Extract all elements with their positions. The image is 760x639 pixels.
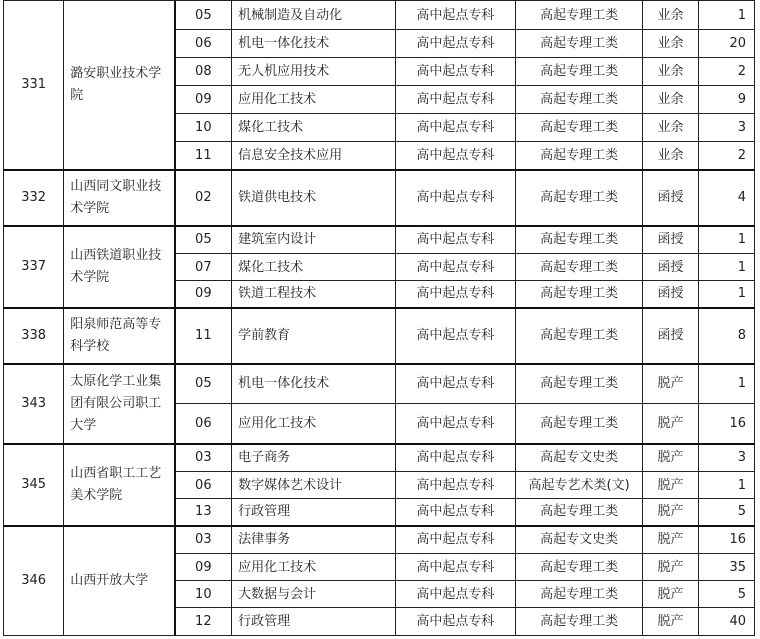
study-form-cell: 函授	[643, 226, 699, 254]
table-row	[4, 308, 755, 364]
level-cell: 高中起点专科	[395, 581, 516, 608]
study-form-cell: 脱产	[643, 472, 699, 499]
category-cell: 高起专理工类	[516, 404, 643, 444]
study-form-cell: 脱产	[643, 554, 699, 581]
count-cell: 2	[699, 58, 755, 86]
major-code-cell: 06	[175, 404, 232, 444]
study-form-cell: 函授	[643, 281, 699, 308]
major-name-cell: 大数据与会计	[232, 581, 396, 608]
count-cell: 16	[699, 404, 755, 444]
major-name-cell: 无人机应用技术	[232, 58, 396, 86]
table-body	[4, 1, 755, 636]
study-form-cell: 脱产	[643, 608, 699, 636]
school-code-cell: 345	[4, 444, 64, 526]
level-cell: 高中起点专科	[395, 472, 516, 499]
school-name-cell: 山西铁道职业技术学院	[64, 226, 175, 308]
table-row	[4, 1, 755, 30]
count-cell: 8	[699, 308, 755, 364]
count-cell: 20	[699, 30, 755, 58]
major-name-cell: 应用化工技术	[232, 554, 396, 581]
major-name-cell: 建筑室内设计	[232, 226, 396, 254]
category-cell: 高起专理工类	[516, 608, 643, 636]
major-name-cell: 行政管理	[232, 499, 396, 526]
category-cell: 高起专理工类	[516, 142, 643, 170]
major-code-cell: 10	[175, 581, 232, 608]
study-form-cell: 业余	[643, 58, 699, 86]
level-cell: 高中起点专科	[395, 114, 516, 142]
major-name-cell: 铁道工程技术	[232, 281, 396, 308]
study-form-cell: 业余	[643, 1, 699, 30]
category-cell: 高起专理工类	[516, 1, 643, 30]
category-cell: 高起专理工类	[516, 281, 643, 308]
major-name-cell: 机电一体化技术	[232, 364, 396, 404]
study-form-cell: 脱产	[643, 526, 699, 554]
school-name-cell: 山西同文职业技术学院	[64, 170, 175, 226]
study-form-cell: 脱产	[643, 364, 699, 404]
major-code-cell: 02	[175, 170, 232, 226]
count-cell: 2	[699, 142, 755, 170]
major-code-cell: 05	[175, 1, 232, 30]
level-cell: 高中起点专科	[395, 444, 516, 472]
major-code-cell: 03	[175, 526, 232, 554]
school-code-cell: 346	[4, 526, 64, 636]
major-name-cell: 信息安全技术应用	[232, 142, 396, 170]
major-code-cell: 03	[175, 444, 232, 472]
major-code-cell: 10	[175, 114, 232, 142]
category-cell: 高起专理工类	[516, 58, 643, 86]
major-name-cell: 煤化工技术	[232, 254, 396, 281]
category-cell: 高起专理工类	[516, 30, 643, 58]
school-name-cell: 山西开放大学	[64, 526, 175, 636]
study-form-cell: 脱产	[643, 404, 699, 444]
count-cell: 1	[699, 364, 755, 404]
count-cell: 16	[699, 526, 755, 554]
table-row	[4, 170, 755, 226]
count-cell: 3	[699, 444, 755, 472]
level-cell: 高中起点专科	[395, 404, 516, 444]
category-cell: 高起专文史类	[516, 444, 643, 472]
count-cell: 4	[699, 170, 755, 226]
major-name-cell: 电子商务	[232, 444, 396, 472]
count-cell: 5	[699, 499, 755, 526]
count-cell: 35	[699, 554, 755, 581]
school-name-cell: 潞安职业技术学院	[64, 1, 175, 170]
table-row	[4, 364, 755, 404]
count-cell: 3	[699, 114, 755, 142]
school-name-cell: 太原化学工业集团有限公司职工大学	[64, 364, 175, 444]
level-cell: 高中起点专科	[395, 86, 516, 114]
school-code-cell: 343	[4, 364, 64, 444]
major-name-cell: 煤化工技术	[232, 114, 396, 142]
category-cell: 高起专理工类	[516, 308, 643, 364]
category-cell: 高起专理工类	[516, 581, 643, 608]
count-cell: 40	[699, 608, 755, 636]
major-code-cell: 05	[175, 364, 232, 404]
school-code-cell: 331	[4, 1, 64, 170]
count-cell: 1	[699, 226, 755, 254]
major-code-cell: 06	[175, 30, 232, 58]
level-cell: 高中起点专科	[395, 1, 516, 30]
major-code-cell: 09	[175, 281, 232, 308]
major-name-cell: 行政管理	[232, 608, 396, 636]
category-cell: 高起专理工类	[516, 86, 643, 114]
level-cell: 高中起点专科	[395, 554, 516, 581]
category-cell: 高起专理工类	[516, 114, 643, 142]
table-row	[4, 444, 755, 472]
level-cell: 高中起点专科	[395, 281, 516, 308]
major-code-cell: 06	[175, 472, 232, 499]
major-name-cell: 机械制造及自动化	[232, 1, 396, 30]
category-cell: 高起专理工类	[516, 364, 643, 404]
major-name-cell: 应用化工技术	[232, 86, 396, 114]
category-cell: 高起专艺术类(文)	[516, 472, 643, 499]
category-cell: 高起专理工类	[516, 226, 643, 254]
major-code-cell: 13	[175, 499, 232, 526]
category-cell: 高起专理工类	[516, 170, 643, 226]
major-code-cell: 09	[175, 86, 232, 114]
count-cell: 1	[699, 281, 755, 308]
major-code-cell: 08	[175, 58, 232, 86]
study-form-cell: 脱产	[643, 581, 699, 608]
study-form-cell: 函授	[643, 308, 699, 364]
level-cell: 高中起点专科	[395, 30, 516, 58]
category-cell: 高起专理工类	[516, 554, 643, 581]
study-form-cell: 业余	[643, 142, 699, 170]
category-cell: 高起专文史类	[516, 526, 643, 554]
school-code-cell: 332	[4, 170, 64, 226]
study-form-cell: 业余	[643, 114, 699, 142]
level-cell: 高中起点专科	[395, 170, 516, 226]
study-form-cell: 业余	[643, 30, 699, 58]
major-code-cell: 05	[175, 226, 232, 254]
count-cell: 9	[699, 86, 755, 114]
table-row	[4, 526, 755, 554]
enrollment-table	[3, 0, 755, 636]
count-cell: 1	[699, 472, 755, 499]
school-code-cell: 338	[4, 308, 64, 364]
category-cell: 高起专理工类	[516, 499, 643, 526]
level-cell: 高中起点专科	[395, 142, 516, 170]
level-cell: 高中起点专科	[395, 526, 516, 554]
school-name-cell: 阳泉师范高等专科学校	[64, 308, 175, 364]
major-name-cell: 机电一体化技术	[232, 30, 396, 58]
table-row	[4, 226, 755, 254]
major-code-cell: 11	[175, 142, 232, 170]
study-form-cell: 脱产	[643, 499, 699, 526]
school-name-cell: 山西省职工工艺美术学院	[64, 444, 175, 526]
major-code-cell: 12	[175, 608, 232, 636]
major-code-cell: 09	[175, 554, 232, 581]
major-name-cell: 学前教育	[232, 308, 396, 364]
major-name-cell: 铁道供电技术	[232, 170, 396, 226]
study-form-cell: 函授	[643, 254, 699, 281]
school-code-cell: 337	[4, 226, 64, 308]
level-cell: 高中起点专科	[395, 58, 516, 86]
level-cell: 高中起点专科	[395, 226, 516, 254]
count-cell: 5	[699, 581, 755, 608]
study-form-cell: 脱产	[643, 444, 699, 472]
major-code-cell: 07	[175, 254, 232, 281]
major-name-cell: 数字媒体艺术设计	[232, 472, 396, 499]
level-cell: 高中起点专科	[395, 364, 516, 404]
level-cell: 高中起点专科	[395, 499, 516, 526]
category-cell: 高起专理工类	[516, 254, 643, 281]
level-cell: 高中起点专科	[395, 308, 516, 364]
major-name-cell: 法律事务	[232, 526, 396, 554]
major-name-cell: 应用化工技术	[232, 404, 396, 444]
count-cell: 1	[699, 254, 755, 281]
level-cell: 高中起点专科	[395, 254, 516, 281]
study-form-cell: 业余	[643, 86, 699, 114]
study-form-cell: 函授	[643, 170, 699, 226]
major-code-cell: 11	[175, 308, 232, 364]
level-cell: 高中起点专科	[395, 608, 516, 636]
count-cell: 1	[699, 1, 755, 30]
